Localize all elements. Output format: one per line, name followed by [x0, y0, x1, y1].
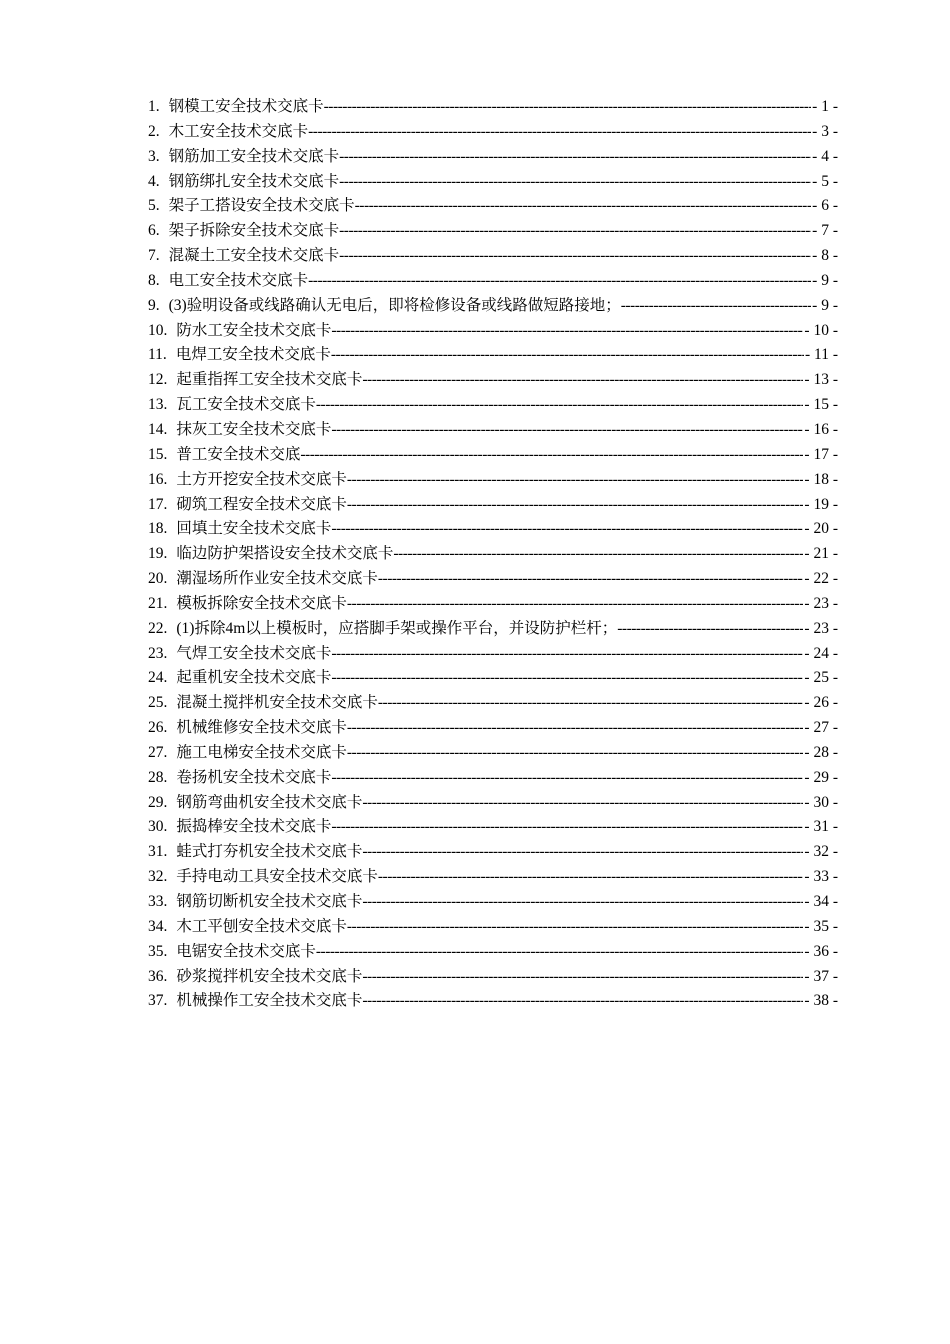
toc-entry-title: 电锯安全技术交底卡: [176, 942, 316, 960]
toc-entry-page-number: - 21 -: [804, 545, 838, 563]
toc-entry[interactable]: [148, 766, 838, 791]
toc-dot-leader: [621, 294, 811, 319]
toc-entry-number: 12.: [148, 371, 168, 389]
toc-entry-number: 21.: [148, 594, 168, 612]
toc-entry-number: 3.: [148, 147, 160, 165]
toc-entry-number: 22.: [148, 619, 168, 637]
toc-entry-number: 34.: [148, 917, 168, 935]
toc-entry-number: 24.: [148, 669, 168, 687]
toc-entry-page-number: - 26 -: [804, 694, 838, 712]
toc-entry-number: 30.: [148, 818, 168, 836]
toc-entry-page-number: - 35 -: [804, 917, 838, 935]
toc-entry[interactable]: [148, 542, 838, 567]
toc-entry-title: 钢模工安全技术交底卡: [168, 98, 324, 115]
toc-entry-number: 35.: [148, 942, 168, 960]
toc-entry-number: 31.: [148, 843, 168, 861]
toc-dot-leader: [617, 617, 803, 642]
toc-entry-number: 5.: [148, 197, 160, 215]
toc-entry-title: 卷扬机安全技术交底卡: [176, 768, 332, 786]
toc-dot-leader: [393, 542, 803, 567]
toc-entry[interactable]: [148, 145, 838, 170]
toc-entry[interactable]: [148, 393, 838, 418]
toc-entry-page-number: - 19 -: [804, 495, 838, 513]
toc-entry-title: 机械操作工安全技术交底卡: [176, 992, 363, 1010]
toc-entry-title: 机械维修安全技术交底卡: [176, 719, 347, 737]
toc-entry-page-number: - 24 -: [804, 644, 838, 662]
toc-entry-title: 土方开挖安全技术交底卡: [176, 470, 347, 488]
toc-entry-title: 潮湿场所作业安全技术交底卡: [176, 570, 378, 588]
toc-entry-title: 钢筋绑扎安全技术交底卡: [168, 172, 340, 190]
toc-entry-title: 临边防护架搭设安全技术交底卡: [176, 545, 394, 563]
toc-entry-title: 蛙式打夯机安全技术交底卡: [176, 843, 363, 861]
toc-entry-title: 木工安全技术交底卡: [168, 122, 309, 140]
toc-entry-number: 14.: [148, 420, 168, 438]
toc-entry[interactable]: [148, 666, 838, 691]
toc-entry-page-number: - 11 -: [805, 346, 838, 364]
toc-entry-number: 25.: [148, 694, 168, 712]
toc-dot-leader: [339, 145, 811, 170]
toc-dot-leader: [362, 368, 803, 393]
toc-entry-number: 33.: [148, 893, 168, 910]
toc-entry[interactable]: [148, 269, 838, 294]
toc-dot-leader: [378, 691, 804, 716]
toc-entry[interactable]: [148, 865, 838, 890]
toc-entry-title: 架子拆除安全技术交底卡: [168, 222, 340, 240]
toc-dot-leader: [339, 244, 811, 269]
toc-entry-page-number: - 27 -: [804, 719, 838, 737]
toc-entry-page-number: - 30 -: [804, 793, 838, 811]
toc-dot-leader: [331, 766, 803, 791]
toc-entry-number: 9.: [148, 296, 160, 314]
toc-entry-page-number: - 34 -: [804, 893, 838, 910]
toc-entry-title: 电工安全技术交底卡: [168, 271, 309, 289]
toc-entry-page-number: - 37 -: [804, 967, 838, 985]
toc-entry-page-number: - 13 -: [804, 371, 838, 389]
toc-entry-title: 振捣棒安全技术交底卡: [176, 818, 332, 836]
toc-entry-page-number: - 15 -: [804, 396, 838, 414]
toc-dot-leader: [362, 890, 803, 915]
toc-dot-leader: [347, 468, 804, 493]
toc-dot-leader: [347, 493, 804, 518]
toc-dot-leader: [339, 170, 811, 195]
toc-entry-page-number: - 18 -: [804, 470, 838, 488]
toc-entry-title: (1)拆除4m以上模板时，应搭脚手架或操作平台，并设防护栏杆；: [176, 619, 618, 637]
toc-dot-leader: [316, 393, 804, 418]
toc-dot-leader: [300, 443, 803, 468]
toc-dot-leader: [362, 965, 803, 990]
toc-entry-title: 钢筋弯曲机安全技术交底卡: [176, 793, 363, 811]
toc-entry-number: 27.: [148, 743, 168, 761]
toc-dot-leader: [362, 791, 803, 816]
toc-entry-title: 木工平刨安全技术交底卡: [176, 917, 347, 935]
toc-entry-title: 砂浆搅拌机安全技术交底卡: [176, 967, 363, 985]
toc-entry[interactable]: [148, 443, 838, 468]
toc-entry[interactable]: [148, 95, 838, 120]
toc-entry[interactable]: [148, 418, 838, 443]
toc-entry-number: 26.: [148, 719, 168, 737]
toc-entry-page-number: - 23 -: [804, 594, 838, 612]
toc-entry[interactable]: [148, 840, 838, 865]
toc-entry[interactable]: [148, 468, 838, 493]
toc-entry-number: 36.: [148, 967, 168, 985]
toc-entry[interactable]: [148, 194, 838, 219]
toc-entry-number: 8.: [148, 271, 160, 289]
toc-entry-title: 混凝土工安全技术交底卡: [168, 247, 340, 265]
toc-entry[interactable]: [148, 294, 838, 319]
toc-entry-number: 11.: [148, 346, 167, 364]
table-of-contents: [148, 95, 838, 1014]
toc-dot-leader: [331, 642, 803, 667]
toc-entry-page-number: - 31 -: [804, 818, 838, 836]
toc-dot-leader: [308, 269, 811, 294]
toc-dot-leader: [362, 840, 803, 865]
toc-entry[interactable]: [148, 170, 838, 195]
toc-entry-page-number: - 38 -: [804, 992, 838, 1010]
toc-entry-title: 钢筋加工安全技术交底卡: [168, 147, 340, 165]
toc-entry-page-number: - 22 -: [804, 570, 838, 588]
toc-entry-page-number: - 7 -: [812, 222, 838, 240]
toc-entry-title: 起重机安全技术交底卡: [176, 669, 332, 687]
toc-dot-leader: [347, 592, 804, 617]
toc-entry-number: 29.: [148, 793, 168, 811]
toc-entry[interactable]: [148, 716, 838, 741]
toc-entry-title: 架子工搭设安全技术交底卡: [168, 197, 355, 215]
toc-entry-page-number: - 29 -: [804, 768, 838, 786]
toc-dot-leader: [331, 343, 804, 368]
toc-entry-page-number: - 1 -: [812, 98, 838, 115]
toc-entry-title: 回填土安全技术交底卡: [176, 520, 332, 538]
toc-dot-leader: [347, 741, 804, 766]
toc-entry-page-number: - 9 -: [812, 271, 838, 289]
toc-entry-page-number: - 23 -: [804, 619, 838, 637]
toc-entry-page-number: - 33 -: [804, 868, 838, 886]
toc-dot-leader: [362, 989, 803, 1014]
toc-entry-page-number: - 17 -: [804, 445, 838, 463]
toc-entry-page-number: - 5 -: [812, 172, 838, 190]
toc-dot-leader: [331, 517, 803, 542]
toc-dot-leader: [308, 120, 811, 145]
toc-entry-number: 2.: [148, 122, 160, 140]
toc-entry-title: 电焊工安全技术交底卡: [175, 346, 331, 364]
toc-entry-title: 瓦工安全技术交底卡: [176, 396, 316, 414]
toc-entry-title: 钢筋切断机安全技术交底卡: [176, 893, 363, 910]
toc-entry-number: 6.: [148, 222, 160, 240]
toc-dot-leader: [316, 940, 804, 965]
toc-entry[interactable]: [148, 244, 838, 269]
toc-entry[interactable]: [148, 567, 838, 592]
toc-entry-number: 18.: [148, 520, 168, 538]
toc-dot-leader: [324, 95, 812, 120]
toc-entry[interactable]: [148, 741, 838, 766]
toc-entry-page-number: - 10 -: [804, 321, 838, 339]
toc-dot-leader: [331, 666, 803, 691]
toc-entry[interactable]: [148, 965, 838, 990]
toc-entry-page-number: - 3 -: [812, 122, 838, 140]
toc-entry-page-number: - 32 -: [804, 843, 838, 861]
toc-entry-title: 普工安全技术交底: [176, 445, 301, 463]
toc-dot-leader: [378, 865, 804, 890]
toc-entry[interactable]: [148, 815, 838, 840]
toc-entry-number: 37.: [148, 992, 168, 1010]
toc-entry-number: 28.: [148, 768, 168, 786]
toc-entry-title: 起重指挥工安全技术交底卡: [176, 371, 363, 389]
toc-entry-page-number: - 6 -: [812, 197, 838, 215]
toc-entry-title: 混凝土搅拌机安全技术交底卡: [176, 694, 378, 712]
toc-entry-title: 砌筑工程安全技术交底卡: [176, 495, 347, 513]
toc-dot-leader: [355, 194, 812, 219]
toc-entry-title: 防水工安全技术交底卡: [176, 321, 332, 339]
toc-entry-number: 1.: [148, 98, 160, 115]
toc-dot-leader: [331, 418, 803, 443]
toc-entry-number: 16.: [148, 470, 168, 488]
toc-entry[interactable]: [148, 617, 838, 642]
toc-entry-number: 10.: [148, 321, 168, 339]
toc-entry[interactable]: [148, 219, 838, 244]
toc-entry-page-number: - 36 -: [804, 942, 838, 960]
toc-entry-page-number: - 8 -: [812, 247, 838, 265]
toc-entry-page-number: - 25 -: [804, 669, 838, 687]
toc-entry-title: 模板拆除安全技术交底卡: [176, 594, 347, 612]
toc-entry[interactable]: [148, 592, 838, 617]
toc-entry-number: 23.: [148, 644, 168, 662]
toc-entry-number: 13.: [148, 396, 168, 414]
toc-entry-page-number: - 20 -: [804, 520, 838, 538]
toc-entry[interactable]: [148, 940, 838, 965]
toc-dot-leader: [339, 219, 811, 244]
toc-entry-title: (3)验明设备或线路确认无电后，即将检修设备或线路做短路接地；: [168, 296, 621, 314]
toc-entry-number: 19.: [148, 545, 168, 563]
toc-entry[interactable]: [148, 368, 838, 393]
toc-entry[interactable]: [148, 517, 838, 542]
toc-entry-number: 32.: [148, 868, 168, 886]
toc-entry-number: 17.: [148, 495, 168, 513]
toc-entry-page-number: - 9 -: [812, 296, 838, 314]
toc-entry-page-number: - 28 -: [804, 743, 838, 761]
toc-entry[interactable]: [148, 493, 838, 518]
toc-dot-leader: [331, 319, 803, 344]
toc-entry[interactable]: [148, 120, 838, 145]
toc-entry-number: 20.: [148, 570, 168, 588]
toc-entry[interactable]: [148, 989, 838, 1014]
toc-entry-number: 15.: [148, 445, 168, 463]
toc-entry[interactable]: [148, 791, 838, 816]
toc-dot-leader: [378, 567, 804, 592]
toc-dot-leader: [331, 815, 803, 840]
toc-entry-number: 7.: [148, 247, 160, 265]
toc-entry[interactable]: [148, 319, 838, 344]
toc-entry-title: 手持电动工具安全技术交底卡: [176, 868, 378, 886]
toc-entry-number: 4.: [148, 172, 160, 190]
toc-entry-title: 施工电梯安全技术交底卡: [176, 743, 347, 761]
toc-entry[interactable]: [148, 343, 838, 368]
toc-entry[interactable]: [148, 915, 838, 940]
toc-dot-leader: [347, 915, 804, 940]
toc-entry-title: 气焊工安全技术交底卡: [176, 644, 332, 662]
toc-entry[interactable]: [148, 642, 838, 667]
toc-dot-leader: [347, 716, 804, 741]
toc-entry-page-number: - 4 -: [812, 147, 838, 165]
toc-entry-title: 抹灰工安全技术交底卡: [176, 420, 332, 438]
toc-entry[interactable]: [148, 691, 838, 716]
toc-entry-page-number: - 16 -: [804, 420, 838, 438]
toc-entry[interactable]: [148, 890, 838, 915]
